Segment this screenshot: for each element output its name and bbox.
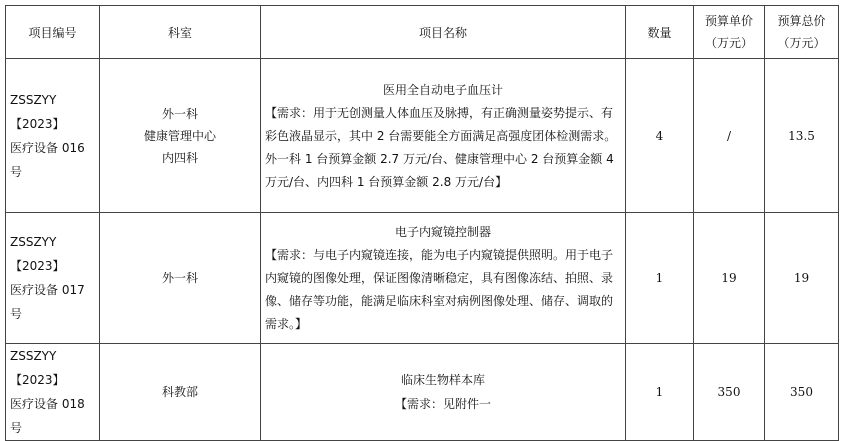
header-code: 项目编号 [6,6,100,59]
dept-line: 外一科 [161,271,198,285]
cell-unit-price: 350 [694,344,765,441]
code-line: ZSSZYY【2023】 [10,92,65,131]
cell-qty: 4 [626,59,694,213]
cell-qty: 1 [626,344,694,441]
cell-code [6,344,100,441]
dept-line: 内四科 [161,150,198,165]
dept-line: 健康管理中心 [143,128,216,143]
cell-dept [100,59,261,213]
code-line: 医疗设备 016 号 [10,140,85,179]
header-total-price: 预算总价（万元） [765,6,839,59]
cell-total-price: 13.5 [765,59,839,213]
cell-item [261,344,626,441]
cell-total-price: 19 [765,213,839,344]
cell-qty: 1 [626,213,694,344]
cell-dept [100,344,261,441]
header-name: 项目名称 [261,6,626,59]
header-unit-price: 预算单价（万元） [694,6,765,59]
code-line: 医疗设备 017 号 [10,283,85,321]
cell-code [6,59,100,213]
table-row [6,213,839,344]
item-desc: 【需求：与电子内窥镜连接，能为电子内窥镜提供照明。用于电子内窥镜的图像处理，保证图像清晰稳定，具有图像冻结、拍照、录像、储存等功能，能满足临床科室对病例图像处理、储存、调取的需求。】 [265,248,614,331]
table-row [6,344,839,441]
dept-line: 外一科 [161,106,198,121]
cell-total-price: 350 [765,344,839,441]
cell-code [6,213,100,344]
cell-dept [100,213,261,344]
cell-unit-price: 19 [694,213,765,344]
cell-item [261,59,626,213]
item-title: 电子内窥镜控制器 [394,225,491,239]
item-desc: 【需求：见附件一 [394,397,491,411]
dept-line: 科教部 [161,385,198,399]
header-dept: 科室 [100,6,261,59]
table-row [6,59,839,213]
item-title: 医用全自动电子血压计 [382,82,503,97]
procurement-table [5,5,839,441]
cell-unit-price: / [694,59,765,213]
cell-item [261,213,626,344]
item-desc: 【需求：用于无创测量人体血压及脉搏，有正确测量姿势提示、有彩色液晶显示，其中 2 台需要能全方面满足高强度团体检测需求。外一科 1 台预算金额 2.7 万元/台、健康管理中心 2 台预算金额 4 万元/台、内四科 1 台预算金额 2.8 万元/台】 [265,105,617,189]
code-line: ZSSZYY【2023】 [10,349,65,387]
header-qty: 数量 [626,6,694,59]
code-line: 医疗设备 018 号 [10,397,85,435]
item-title: 临床生物样本库 [400,373,485,387]
code-line: ZSSZYY【2023】 [10,235,65,273]
header-row [6,6,839,59]
